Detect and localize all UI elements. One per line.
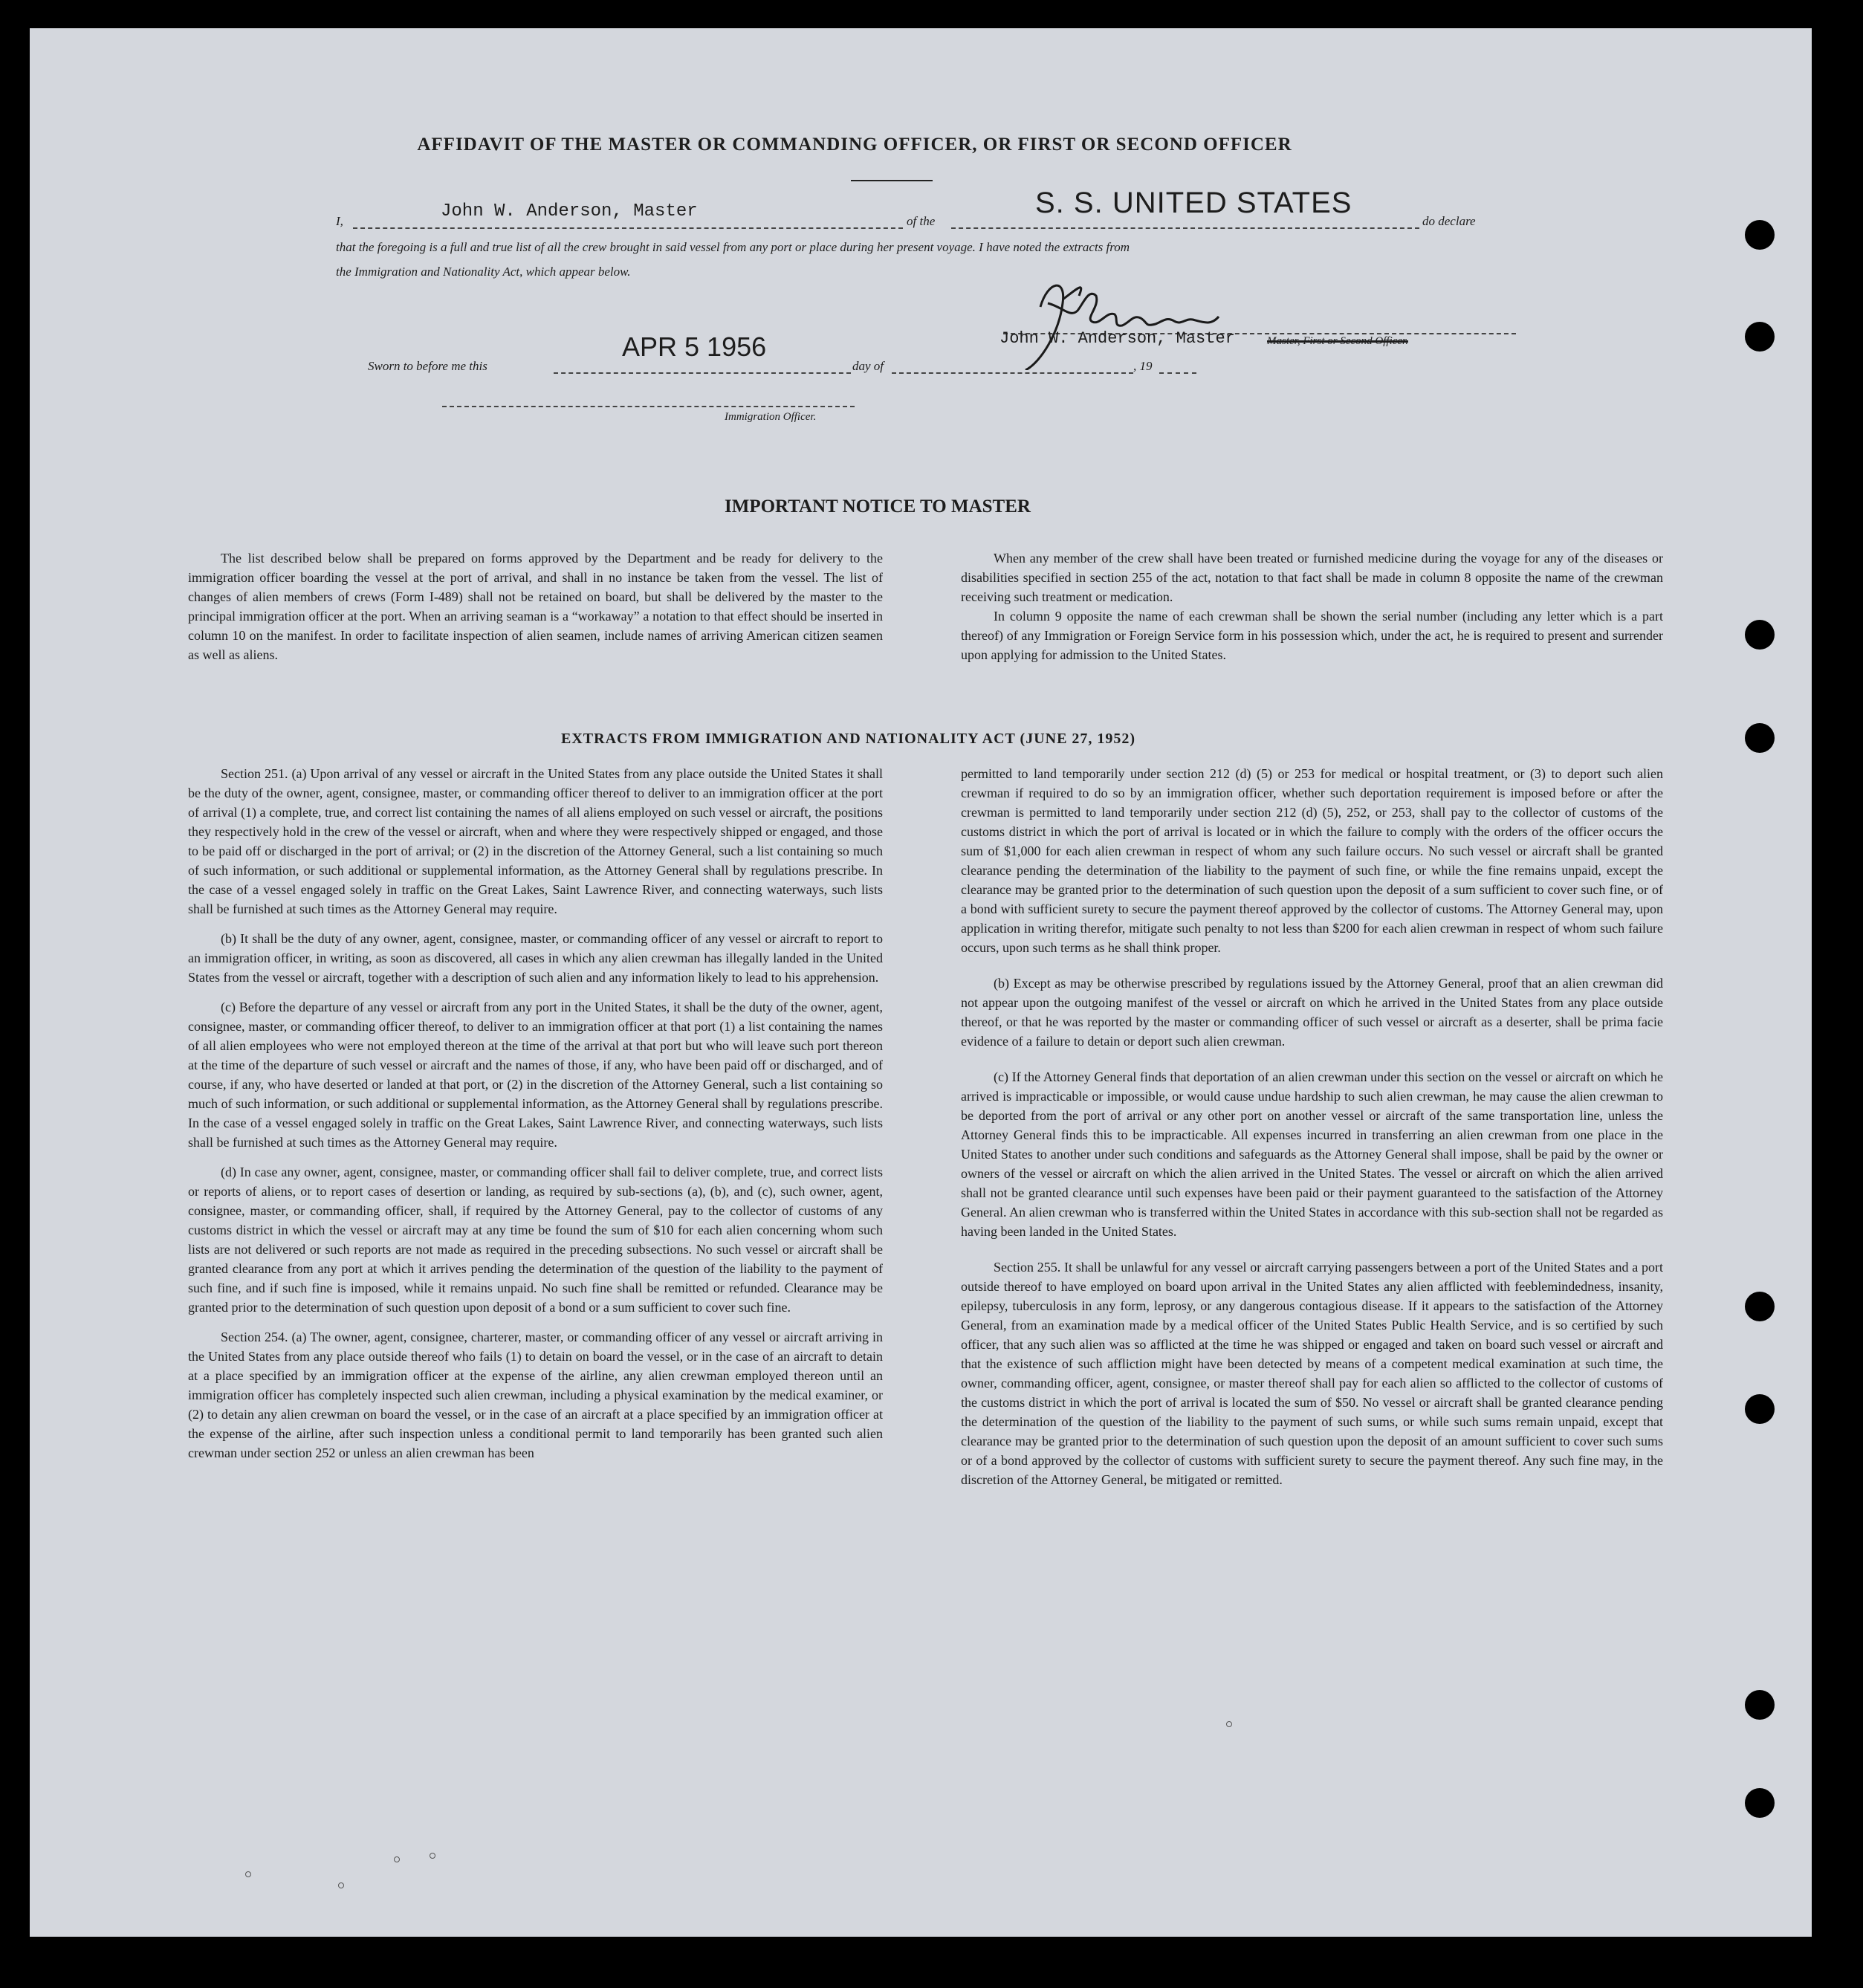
act-paragraph: permitted to land temporarily under section 212 (d) (5) or 253 for medical or hospital treatment, or (3) to deport such alien crewman if required to do so by an immigration officer, whether such deportation requirement is imposed before or after the crewman is permitted to land temporarily under section 212 (d) (5), 252, or 253, shall pay to the collector of customs of the customs district in which the port of arrival is located or in which the failure to comply with the orders of the officer occurs the sum of $1,000 for each alien crewman in respect of whom any such failure occurs. No such vessel or aircraft shall be granted clearance pending the determination of the liability to the payment of such fine, or while the fine remains unpaid, except the clearance may be granted prior to the determination of such question upon the deposit of a sum sufficient to cover such fine, or of a bond with sufficient surety to secure the payment thereof approved by the collector of customs. The Attorney General may, upon application in writing therefor, mitigate such penalty to not less than $200 for each alien crewman in respect of whom such failure occurs, upon such terms as he shall think proper. bbox=[961, 766, 1663, 955]
year-blank bbox=[1159, 372, 1196, 374]
paper-speck bbox=[1226, 1721, 1232, 1727]
extracts-right-column bbox=[961, 764, 1663, 1497]
notice-right-column bbox=[961, 548, 1663, 672]
binder-hole bbox=[1745, 1394, 1775, 1424]
act-paragraph: Section 254. (a) The owner, agent, consignee, charterer, master, or commanding officer of any vessel or aircraft arriving in the United States from any place outside thereof who fails (1) to detain on board the vessel, or in the case of an aircraft to detain at a place specified by an immigration officer at the expense of the airline, any alien crewman employed thereon until an immigration officer has completely inspected such alien crewman, including a physical examination by the medical examiner, or (2) to detain any alien crewman on board the vessel, or in the case of an aircraft at a place specified by an immigration officer at the expense of the airline, after such inspection unless a conditional permit to land temporarily has been granted such alien crewman under section 252 or unless an alien crewman has been bbox=[188, 1330, 883, 1460]
signature-typed-name: John W. Anderson, Master bbox=[999, 329, 1235, 348]
binder-hole bbox=[1745, 1292, 1775, 1321]
officer-title-struck: Master, First or Second Officer. bbox=[1267, 335, 1408, 347]
sworn-date-blank bbox=[554, 372, 851, 374]
month-blank bbox=[892, 372, 1133, 374]
document-page bbox=[30, 28, 1812, 1937]
sworn-label: Sworn to before me this bbox=[368, 359, 487, 373]
act-paragraph: (c) If the Attorney General finds that deportation of an alien crewman under this section on the vessel or aircraft on which he arrived is impracticable or impossible, or would cause undue hardship to such alien crewman, he may cause the alien crewman to be deported from the port of arrival or any other port on another vessel or aircraft of the same transportation line, unless the Attorney General finds this to be impracticable. All expenses incurred in transferring an alien crewman from one place in the United States to another under such conditions and safeguards as the Attorney General shall impose, shall be paid by the owner or owners of the vessel or aircraft on which the alien arrived in the United States. The vessel or aircraft on which the alien arrived shall not be granted clearance until such expenses have been paid or their payment guaranteed to the satisfaction of the Attorney General. An alien crewman who is transferred within the United States in accordance with this sub-section shall not be regarded as having been landed in the United States. bbox=[961, 1069, 1663, 1239]
affidavit-title: AFFIDAVIT OF THE MASTER OR COMMANDING OFFICER, OR FIRST OR SECOND OFFICER bbox=[417, 135, 1292, 155]
binder-hole bbox=[1745, 1690, 1775, 1720]
vessel-blank bbox=[951, 227, 1419, 229]
declaration-line-2: the Immigration and Nationality Act, which appear below. bbox=[336, 265, 631, 279]
act-paragraph: (c) Before the departure of any vessel or aircraft from any port in the United States, it shall be the duty of the owner, agent, consignee, master, or commanding officer thereof, to deliver to an immigration officer at that port (1) a list containing the names of all alien employees who were not employed thereon at the time of the arrival at that port but who will leave such port thereon at the time of the departure of such vessel or aircraft and the names of those, if any, who have been paid off or discharged, and of course, if any, who have deserted or landed at that port, or (2) in the discretion of the Attorney General, such a list containing so much of such information, or such additional or supplemental information, as the Attorney General shall by regulations prescribe. In the case of a vessel engaged solely in traffic on the Great Lakes, Saint Lawrence River, and connecting waterways, such lists shall be furnished at such times as the Attorney General may require. bbox=[188, 1000, 883, 1150]
notice-title: IMPORTANT NOTICE TO MASTER bbox=[725, 496, 1031, 517]
paper-speck bbox=[430, 1853, 435, 1859]
officer-signature-blank bbox=[442, 406, 855, 407]
master-name: John W. Anderson, Master bbox=[441, 201, 698, 221]
handwritten-signature bbox=[996, 273, 1263, 370]
vessel-name: S. S. UNITED STATES bbox=[1035, 187, 1352, 219]
i-label: I, bbox=[336, 214, 343, 228]
declaration-line-1: that the foregoing is a full and true list of all the crew brought in said vessel from any port or place during her present voyage. I have noted the extracts from bbox=[336, 240, 1130, 254]
binder-hole bbox=[1745, 322, 1775, 352]
year-label: , 19 bbox=[1133, 359, 1153, 373]
day-of-label: day of bbox=[852, 359, 884, 373]
binder-hole bbox=[1745, 620, 1775, 650]
paper-speck bbox=[394, 1856, 400, 1862]
binder-hole bbox=[1745, 723, 1775, 753]
name-blank bbox=[353, 227, 903, 229]
of-the-label: of the bbox=[907, 214, 936, 228]
notice-paragraph: When any member of the crew shall have been treated or furnished medicine during the voyage for any of the diseases or disabilities specified in section 255 of the act, notation to that fact shall be made in column 8 opposite the name of the crewman receiving such treatment or medication. bbox=[961, 551, 1663, 604]
act-paragraph: (d) In case any owner, agent, consignee, master, or commanding officer shall fail to deliver complete, true, and correct lists or reports of aliens, or to report cases of desertion or landing, as required by sub-sections (a), (b), and (c), such owner, agent, consignee, master, or commanding officer, shall, if required by the Attorney General, pay to the collector of customs of any customs district in which the vessel or aircraft may at any time be found the sum of $10 for each alien concerning whom such lists are not delivered or such reports are not made as required in the preceding subsections. No such vessel or aircraft shall be granted clearance from any port at which it arrives pending the determination of the question of the liability to the payment of such fine, and if such fine is imposed, while it remains unpaid. No such fine shall be remitted or refunded. Clearance may be granted prior to the determination of such question upon deposit of a bond or a sum sufficient to cover such fine. bbox=[188, 1165, 883, 1315]
act-paragraph: Section 255. It shall be unlawful for any vessel or aircraft carrying passengers between a port of the United States and a port outside thereof to have employed on board upon arrival in the United States any alien afflicted with feeblemindedness, insanity, epilepsy, tuberculosis in any form, leprosy, or any dangerous contagious disease. If it appears to the satisfaction of the Attorney General, from an examination made by a medical officer of the United States Public Health Service, and is so certified by such officer, that any such alien was so afflicted at the time he was shipped or engaged and taken on board such vessel or aircraft and that the existence of such affliction might have been detected by means of a competent medical examination at such time, the owner, commanding officer, agent, consignee, or master thereof shall pay for each alien so afflicted to the collector of customs of the customs district in which the port of arrival is located the sum of $50. No vessel or aircraft shall be granted clearance pending the determination of the question of the liability to the payment of such sums, or while such sums remain unpaid, except that clearance may be granted prior to the determination of such question upon the deposit of an amount sufficient to cover such sums or of a bond approved by the collector of customs with sufficient surety to secure the payment thereof. Any such fine may, in the discretion of the Attorney General, be mitigated or remitted. bbox=[961, 1260, 1663, 1487]
extracts-title: EXTRACTS FROM IMMIGRATION AND NATIONALITY ACT (JUNE 27, 1952) bbox=[561, 731, 1136, 747]
act-paragraph: Section 251. (a) Upon arrival of any vessel or aircraft in the United States from any place outside the United States it shall be the duty of the owner, agent, consignee, master, or commanding officer thereof to deliver to an immigration officer at the port of arrival (1) a complete, true, and correct list containing the names of all aliens employed on such vessel or aircraft, the positions they respectively hold in the crew of the vessel or aircraft, when and where they were respectively shipped or engaged, and those to be paid off or discharged in the port of arrival; or (2) in the discretion of the Attorney General, such a list containing so much of such information, or such additional or supplemental information, as the Attorney General shall by regulations prescribe. In the case of a vessel engaged solely in traffic on the Great Lakes, Saint Lawrence River, and connecting waterways, such lists shall be furnished at such times as the Attorney General may require. bbox=[188, 766, 883, 916]
paper-speck bbox=[338, 1882, 344, 1888]
immigration-officer-label: Immigration Officer. bbox=[725, 411, 817, 423]
paper-speck bbox=[245, 1871, 251, 1877]
notice-left-column bbox=[188, 548, 883, 672]
sworn-date-stamp: APR 5 1956 bbox=[622, 331, 767, 362]
notice-paragraph: The list described below shall be prepared on forms approved by the Department and be ready for delivery to the immigration officer boarding the vessel at the port of arrival, and shall in no instance be taken from the vessel. The list of changes of alien members of crews (Form I-489) shall not be retained on board, but shall be delivered by the master to the principal immigration officer at the port. When an arriving seaman is a “workaway” a notation to that effect should be inserted in column 10 on the manifest. In order to facilitate inspection of alien seamen, include names of arriving American citizen seamen as well as aliens. bbox=[188, 551, 883, 662]
notice-paragraph: In column 9 opposite the name of each crewman shall be shown the serial number (including any letter which is a part thereof) of any Immigration or Foreign Service form in his possession which, under the act, he is required to present and surrender upon applying for admission to the United States. bbox=[961, 609, 1663, 662]
binder-hole bbox=[1745, 1788, 1775, 1818]
binder-hole bbox=[1745, 220, 1775, 250]
act-paragraph: (b) Except as may be otherwise prescribed by regulations issued by the Attorney General, proof that an alien crewman did not appear upon the outgoing manifest of the vessel or aircraft on which he arrived in the United States from any place outside thereof, or that he was reported by the master or commanding officer of such vessel or aircraft as a deserter, shall be prima facie evidence of a failure to detain or deport such alien crewman. bbox=[961, 976, 1663, 1049]
title-rule bbox=[851, 180, 933, 181]
act-paragraph: (b) It shall be the duty of any owner, agent, consignee, master, or commanding officer of any vessel or aircraft to report to an immigration officer, in writing, as soon as discovered, all cases in which any alien crewman has illegally landed in the United States from the vessel or aircraft, together with a description of such alien and any information likely to lead to his apprehension. bbox=[188, 931, 883, 985]
do-declare-label: do declare bbox=[1422, 214, 1476, 228]
extracts-left-column bbox=[188, 764, 883, 1473]
